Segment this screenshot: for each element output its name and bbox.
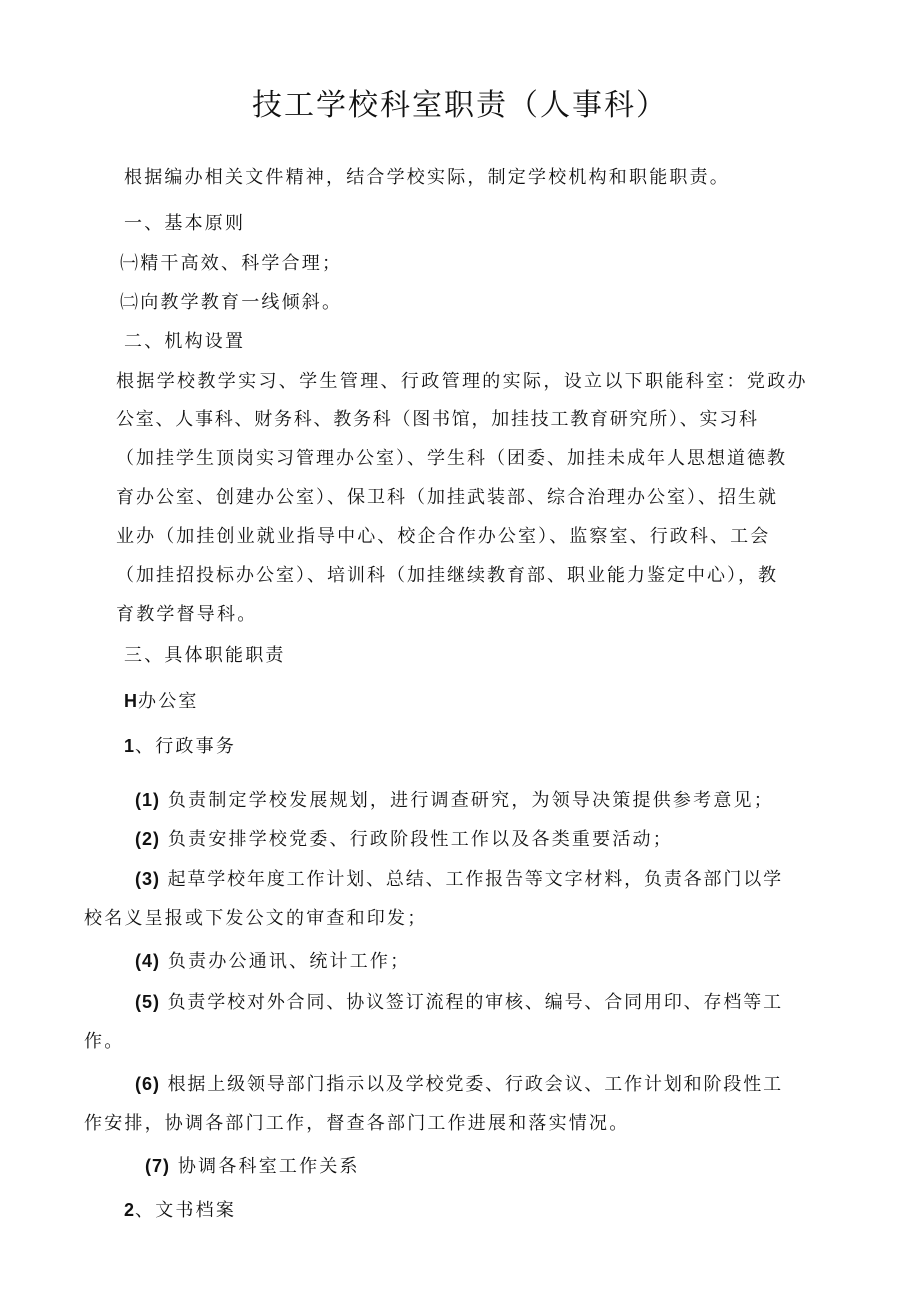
organization-paragraph-line: 育教学督导科。	[116, 604, 258, 625]
duty-continuation: 校名义呈报或下发公文的审查和印发；	[84, 908, 428, 929]
duty-number: (2)	[135, 829, 160, 849]
office-marker: H	[124, 691, 138, 711]
duty-number: (7)	[145, 1156, 170, 1176]
section-heading-duties: 三、具体职能职责	[124, 645, 286, 666]
organization-paragraph-line: （加挂学生顶岗实习管理办公室）、学生科（团委、加挂未成年人思想道德教	[116, 448, 787, 469]
duty-continuation: 作安排，协调各部门工作，督查各部门工作进展和落实情况。	[84, 1113, 630, 1134]
duty-continuation: 作。	[84, 1031, 125, 1052]
organization-paragraph-line: （加挂招投标办公室）、培训科（加挂继续教育部、职业能力鉴定中心），教	[116, 565, 778, 586]
office-label: 办公室	[138, 691, 199, 712]
duty-item	[135, 785, 774, 816]
duty-number: (3)	[135, 869, 160, 889]
duty-number: (4)	[135, 951, 160, 971]
duty-text: 负责安排学校党委、行政阶段性工作以及各类重要活动；	[167, 829, 673, 850]
duty-text: 负责办公通讯、统计工作；	[167, 951, 411, 972]
subsection-number: 1	[124, 736, 136, 756]
duty-item	[135, 987, 783, 1018]
section-heading-principles: 一、基本原则	[124, 213, 246, 234]
duty-number: (5)	[135, 992, 160, 1012]
subsection-number: 2	[124, 1200, 136, 1220]
duty-text: 根据上级领导部门指示以及学校党委、行政会议、工作计划和阶段性工	[167, 1074, 783, 1095]
section-heading-organization: 二、机构设置	[124, 331, 246, 352]
duty-number: (6)	[135, 1074, 160, 1094]
organization-paragraph-line: 公室、人事科、财务科、教务科（图书馆，加挂技工教育研究所）、实习科	[116, 409, 759, 430]
duty-item	[145, 1151, 360, 1182]
duty-text: 负责制定学校发展规划，进行调查研究，为领导决策提供参考意见；	[167, 790, 774, 811]
subsection-label: 、行政事务	[135, 736, 237, 757]
duty-item	[135, 946, 410, 977]
duty-item	[135, 1069, 783, 1100]
organization-paragraph-line: 根据学校教学实习、学生管理、行政管理的实际，设立以下职能科室：党政办	[116, 371, 808, 392]
duty-text: 协调各科室工作关系	[177, 1156, 360, 1177]
duty-item	[135, 824, 673, 855]
document-title: 技工学校科室职责（人事科）	[252, 88, 668, 123]
office-heading	[124, 686, 199, 717]
subsection-label: 、文书档案	[135, 1200, 237, 1221]
duty-number: (1)	[135, 790, 160, 810]
organization-paragraph-line: 育办公室、创建办公室）、保卫科（加挂武装部、综合治理办公室）、招生就	[116, 487, 778, 508]
duty-text: 起草学校年度工作计划、总结、工作报告等文字材料，负责各部门以学	[167, 869, 783, 890]
organization-paragraph-line: 业办（加挂创业就业指导中心、校企合作办公室）、监察室、行政科、工会	[116, 526, 771, 547]
duty-item	[135, 864, 783, 895]
subsection-heading-admin	[124, 731, 236, 762]
intro-paragraph: 根据编办相关文件精神，结合学校实际，制定学校机构和职能职责。	[124, 167, 730, 188]
duty-text: 负责学校对外合同、协议签订流程的审核、编号、合同用印、存档等工	[167, 992, 783, 1013]
principle-item: ㈠精干高效、科学合理；	[120, 253, 343, 274]
subsection-heading-documents	[124, 1195, 236, 1226]
principle-item: ㈡向教学教育一线倾斜。	[120, 292, 343, 313]
